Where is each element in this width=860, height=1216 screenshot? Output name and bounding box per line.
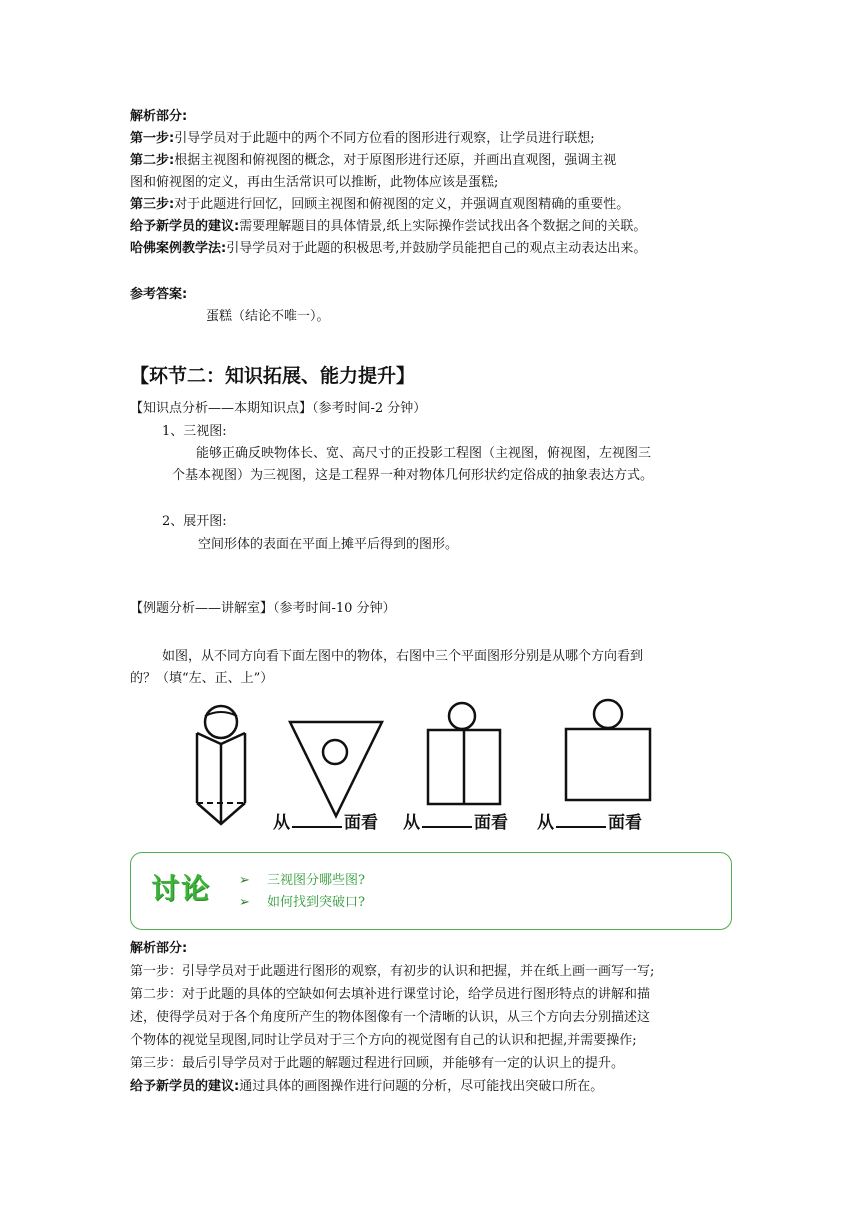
- analysis-heading: 解析部分:: [130, 109, 188, 124]
- answer-heading: 参考答案:: [130, 287, 188, 302]
- fill-blank-1: [273, 808, 378, 833]
- item1-label: 1、三视图:: [162, 424, 227, 439]
- label-from-1: 从: [273, 813, 290, 833]
- label-view-3: 面看: [608, 813, 642, 833]
- step2-text-cont: 图和俯视图的定义，再由生活常识可以推断，此物体应该是蛋糕;: [130, 175, 499, 190]
- step2-label: 第二步:: [130, 153, 175, 168]
- advice-label: 给予新学员的建议:: [130, 219, 240, 234]
- step1-text: 引导学员对于此题中的两个不同方位看的图形进行观察，让学员进行联想;: [174, 131, 595, 146]
- s3-step3: 第三步：最后引导学员对于此题的解题过程进行回顾，并能够有一定的认识上的提升。: [130, 1056, 625, 1071]
- triangle-view-drawing: [290, 722, 382, 816]
- s3-advice-text: 通过具体的画图操作进行问题的分析，尽可能找出突破口所在。: [239, 1079, 604, 1094]
- arrow-bullet-icon: ➢: [239, 873, 250, 888]
- harvard-label: 哈佛案例教学法:: [130, 241, 227, 256]
- fill-blank-3: [537, 808, 642, 833]
- answer-text: 蛋糕（结论不唯一）。: [206, 309, 330, 324]
- advice-text: 需要理解题目的具体情景,纸上实际操作尝试找出各个数据之间的关联。: [239, 219, 647, 234]
- analysis-heading-2: 解析部分:: [130, 941, 188, 956]
- example-question: 如图，从不同方向看下面左图中的物体，右图中三个平面图形分别是从哪个方向看到: [162, 649, 644, 664]
- split-rectangle-view-drawing: [428, 703, 500, 804]
- knowledge-heading: 【知识点分析——本期知识点】（参考时间-2 分钟）: [130, 401, 427, 416]
- blank-line-2[interactable]: [422, 814, 472, 828]
- section2-title: 【环节二：知识拓展、能力提升】: [130, 365, 416, 387]
- s3-step2-cont-2: 个物体的视觉呈现图,同时让学员对于三个方向的视觉图有自己的认识和把握,并需要操作;: [130, 1033, 637, 1048]
- item2-text: 空间形体的表面在平面上摊平后得到的图形。: [198, 537, 459, 552]
- label-from-2: 从: [403, 813, 420, 833]
- prism-with-sphere-drawing: [197, 706, 245, 824]
- discussion-q1-text: 三视图分哪些图?: [267, 873, 365, 888]
- wide-rectangle-view-drawing: [566, 700, 650, 800]
- discussion-box: [130, 852, 732, 930]
- step3-label: 第三步:: [130, 197, 175, 212]
- arrow-bullet-icon: ➢: [239, 895, 250, 910]
- s3-step1: 第一步：引导学员对于此题进行图形的观察，有初步的认识和把握，并在纸上画一画写一写;: [130, 964, 655, 979]
- s3-advice-label: 给予新学员的建议:: [130, 1079, 240, 1094]
- example-heading: 【例题分析——讲解室】（参考时间-10 分钟）: [130, 601, 396, 616]
- fill-blank-2: [403, 808, 508, 833]
- s3-advice-line: [130, 1076, 603, 1098]
- example-question-cont: 的？（填“左、正、上”）: [130, 671, 274, 686]
- blank-line-3[interactable]: [556, 814, 606, 828]
- step1-label: 第一步:: [130, 131, 175, 146]
- discussion-question-2: [239, 891, 365, 910]
- s3-step2-cont-1: 述，使得学员对于各个角度所产生的物体图像有一个清晰的认识，从三个方向去分别描述这: [130, 1010, 651, 1025]
- s3-step2: 第二步：对于此题的具体的空缺如何去填补进行课堂讨论，给学员进行图形特点的讲解和描: [130, 987, 651, 1002]
- item1-text: 能够正确反映物体长、宽、高尺寸的正投影工程图（主视图，俯视图，左视图三: [196, 446, 652, 461]
- label-from-3: 从: [537, 813, 554, 833]
- label-view-2: 面看: [474, 813, 508, 833]
- blank-line-1[interactable]: [292, 814, 342, 828]
- discussion-question-1: [239, 869, 365, 888]
- discussion-title: 讨论: [151, 872, 212, 905]
- item1-text-cont: 个基本视图）为三视图，这是工程界一种对物体几何形状约定俗成的抽象表达方式。: [172, 468, 654, 483]
- step3-text: 对于此题进行回忆，回顾主视图和俯视图的定义，并强调直观图精确的重要性。: [174, 197, 630, 212]
- label-view-1: 面看: [344, 813, 378, 833]
- step2-text: 根据主视图和俯视图的概念，对于原图形进行还原，并画出直观图，强调主视: [174, 153, 617, 168]
- item2-label: 2、展开图:: [162, 514, 227, 529]
- harvard-text: 引导学员对于此题的积极思考,并鼓励学员能把自己的观点主动表达出来。: [226, 241, 647, 256]
- discussion-q2-text: 如何找到突破口?: [267, 895, 365, 910]
